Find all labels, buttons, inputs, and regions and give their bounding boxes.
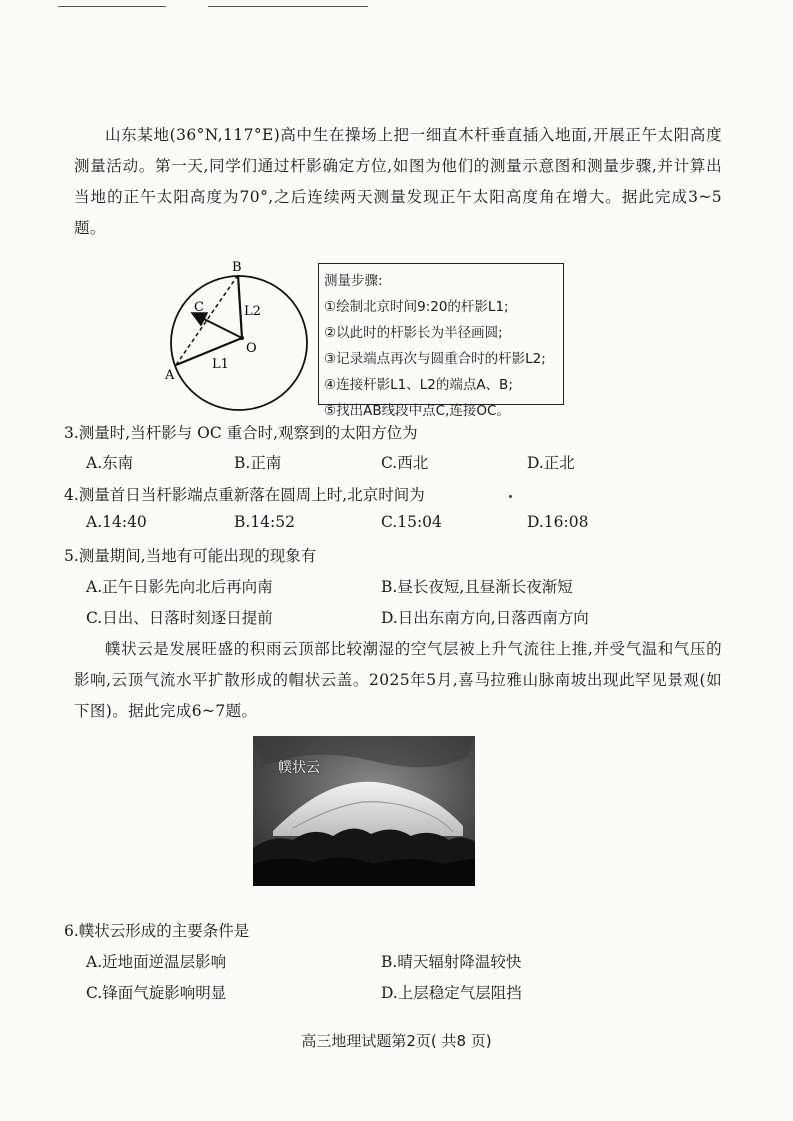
- point-o: [240, 336, 244, 340]
- q5-option-b: B.昼长夜短,且昼渐长夜渐短: [381, 578, 573, 596]
- q5-option-c: C.日出、日落时刻逐日提前: [86, 609, 273, 627]
- photo-label: 幞状云: [278, 760, 320, 776]
- top-rule-right: [208, 6, 368, 7]
- question-4-stem: 4.测量首日当杆影端点重新落在圆周上时,北京时间为: [64, 486, 425, 504]
- question-5-stem: 5.测量期间,当地有可能出现的现象有: [64, 547, 317, 565]
- shadow-l2: [238, 275, 242, 338]
- question-3-stem: 3.测量时,当杆影与 OC 重合时,观察到的太阳方位为: [64, 424, 418, 442]
- stray-dot: [509, 495, 512, 498]
- q6-option-b: B.晴天辐射降温较快: [381, 953, 522, 971]
- q3-option-b: B.正南: [234, 454, 282, 472]
- q3-option-c: C.西北: [381, 454, 429, 472]
- label-a: A: [165, 368, 175, 383]
- step-item: ①绘制北京时间9:20的杆影L1;: [324, 299, 509, 315]
- q3-option-d: D.正北: [527, 454, 575, 472]
- q4-option-c: C.15:04: [381, 513, 442, 531]
- q3-option-a: A.东南: [86, 454, 134, 472]
- steps-title: 测量步骤:: [324, 273, 383, 289]
- step-item: ④连接杆影L1、L2的端点A、B;: [324, 377, 513, 393]
- shadow-measurement-diagram: [160, 258, 310, 418]
- q6-option-a: A.近地面逆温层影响: [86, 953, 227, 971]
- q6-option-c: C.锋面气旋影响明显: [86, 984, 227, 1002]
- intro-paragraph-2: 幞状云是发展旺盛的积雨云顶部比较潮湿的空气层被上升气流往上推,并受气温和气压的影响,云顶气流水平扩散形成的帽状云盖。2025年5月,喜马拉雅山脉南坡出现此罕见景观(如下图)。据此完成6~7题。: [74, 640, 722, 720]
- q6-option-d: D.上层稳定气层阻挡: [381, 984, 522, 1002]
- label-b: B: [232, 260, 242, 275]
- label-o: O: [246, 341, 257, 356]
- label-c: C: [194, 300, 204, 315]
- step-item: ③记录端点再次与圆重合时的杆影L2;: [324, 351, 546, 367]
- measurement-steps-box: [318, 263, 564, 419]
- q5-option-d: D.日出东南方向,日落西南方向: [381, 609, 589, 627]
- step-item: ②以此时的杆影长为半径画圆;: [324, 325, 503, 341]
- page-footer: 高三地理试题第2页( 共8 页): [301, 1032, 492, 1050]
- line-oc: [194, 314, 242, 338]
- label-l1: L1: [212, 357, 229, 372]
- q4-option-b: B.14:52: [234, 513, 295, 531]
- intro-paragraph-1: 山东某地(36°N,117°E)高中生在操场上把一细直木杆垂直插入地面,开展正午太阳高度测量活动。第一天,同学们通过杆影确定方位,如图为他们的测量示意图和测量步骤,并计算出当地的正午太阳高度为70°,之后连续两天测量发现正午太阳高度角在增大。据此完成3~5题。: [74, 126, 722, 237]
- question-6-stem: 6.幞状云形成的主要条件是: [64, 922, 250, 940]
- step-item: ⑤找出AB线段中点C,连接OC。: [324, 403, 510, 419]
- q5-option-a: A.正午日影先向北后再向南: [86, 578, 273, 596]
- label-l2: L2: [244, 304, 261, 319]
- top-rule-left: [58, 6, 166, 7]
- q4-option-a: A.14:40: [86, 513, 147, 531]
- q4-option-d: D.16:08: [527, 513, 589, 531]
